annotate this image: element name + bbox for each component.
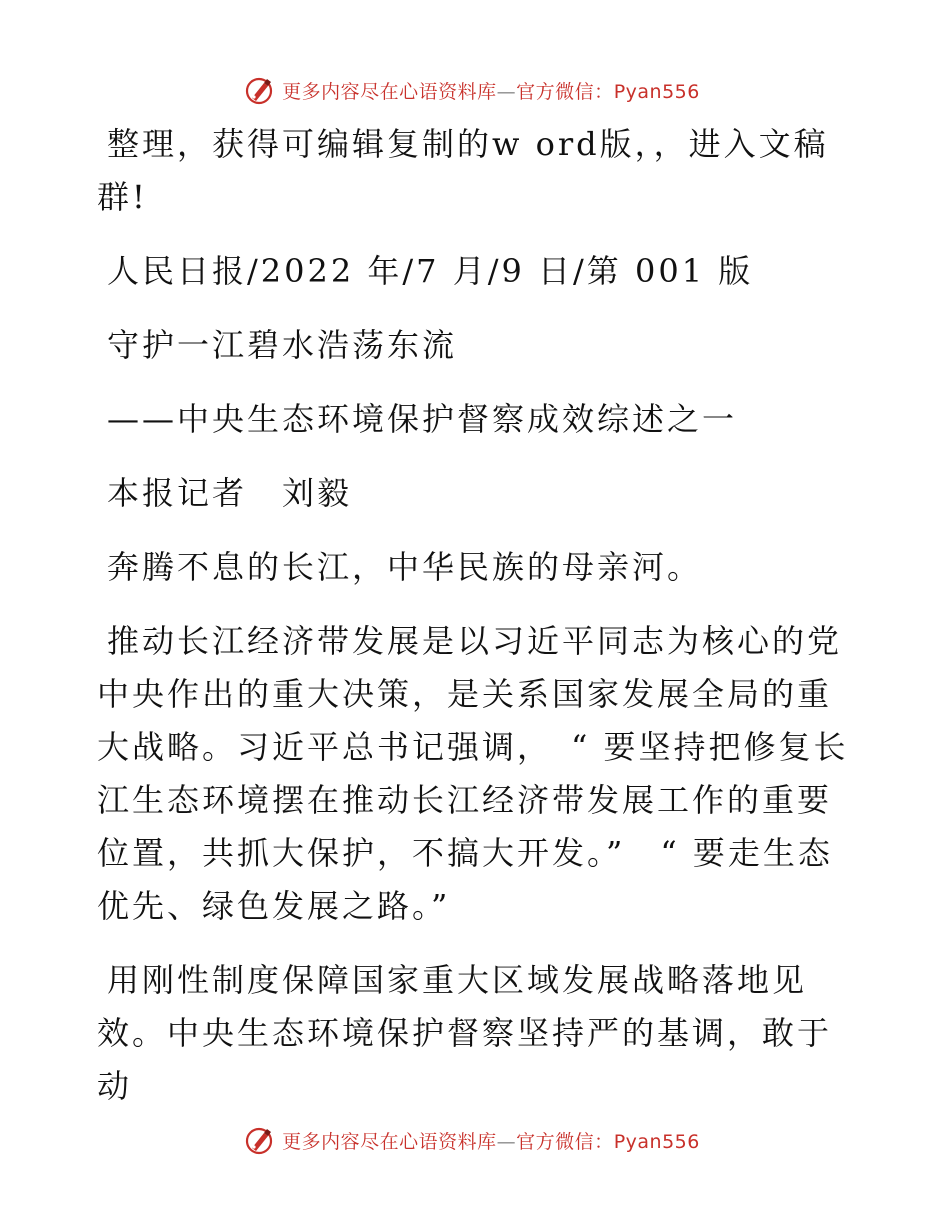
byline: 本报记者 刘毅 bbox=[107, 474, 353, 512]
document-body bbox=[97, 118, 857, 1113]
body-paragraph: 推动长江经济带发展是以习近平同志为核心的党中央作出的重大决策，是关系国家发展全局的重大战略。习近平总书记强调， “ 要坚持把修复长江生态环境摆在推动长江经济带发展工作的重要位置，共抓大保护，不搞大开发。” “ 要走生态优先、绿色发展之路。” bbox=[97, 622, 849, 925]
body-paragraph: 奔腾不息的长江，中华民族的母亲河。 bbox=[107, 548, 703, 586]
pen-logo-icon bbox=[244, 74, 276, 106]
footer-watermark-banner bbox=[0, 1120, 950, 1160]
header-watermark-banner bbox=[0, 70, 950, 110]
publication-line: 人民日报/2022 年/7 月/9 日/第 001 版 bbox=[107, 252, 754, 290]
body-paragraph: 用刚性制度保障国家重大区域发展战略落地见效。中央生态环境保护督察坚持严的基调，敢于动 bbox=[97, 961, 833, 1105]
intro-paragraph: 整理，获得可编辑复制的w ord版，，进入文稿群! bbox=[97, 125, 829, 216]
article-subtitle: ——中央生态环境保护督察成效综述之一 bbox=[107, 400, 738, 438]
banner-text: 更多内容尽在心语资料库—官方微信：Pyan556 bbox=[282, 80, 700, 103]
banner-text: 更多内容尽在心语资料库—官方微信：Pyan556 bbox=[282, 1130, 700, 1153]
article-title: 守护一江碧水浩荡东流 bbox=[107, 326, 458, 364]
pen-logo-icon bbox=[244, 1124, 276, 1156]
